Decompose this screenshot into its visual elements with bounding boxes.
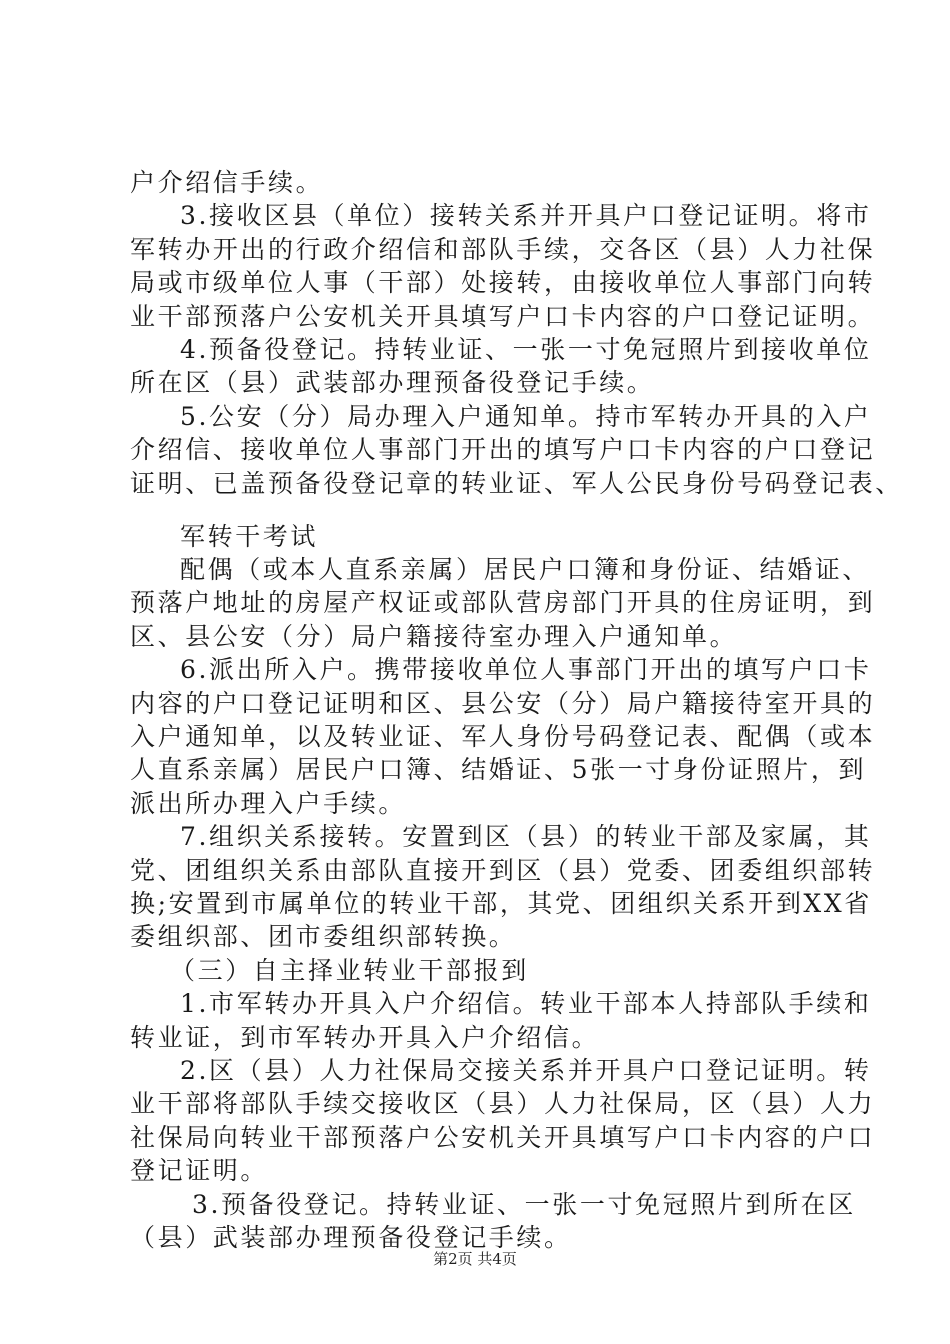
paragraph-line: 人直系亲属）居民户口簿、结婚证、5张一寸身份证照片，到 [130,755,867,784]
paragraph-line: 证明、已盖预备役登记章的转业证、军人公民身份号码登记表、 [130,469,903,498]
paragraph-line: 换;安置到市属单位的转业干部，其党、团组织关系开到XX省 [130,889,872,918]
paragraph-line: 内容的户口登记证明和区、县公安（分）局户籍接待室开具的 [130,689,876,718]
paragraph-line: 党、团组织关系由部队直接开到区（县）党委、团委组织部转 [130,856,876,885]
paragraph-line: 1.市军转办开具入户介绍信。转业干部本人持部队手续和 [180,989,872,1018]
paragraph-line: 军转干考试 [180,522,319,551]
paragraph-line: 委组织部、团市委组织部转换。 [130,922,517,951]
paragraph-line: 预落户地址的房屋产权证或部队营房部门开具的住房证明，到 [130,588,876,617]
paragraph-line: 登记证明。 [130,1156,269,1185]
paragraph-line: 4.预备役登记。持转业证、一张一寸免冠照片到接收单位 [180,335,872,364]
paragraph-line: 社保局向转业干部预落户公安机关开具填写户口卡内容的户口 [130,1123,876,1152]
paragraph-line: 7.组织关系接转。安置到区（县）的转业干部及家属，其 [180,822,872,851]
paragraph-line: 局或市级单位人事（干部）处接转，由接收单位人事部门向转 [130,268,876,297]
paragraph-line: 介绍信、接收单位人事部门开出的填写户口卡内容的户口登记 [130,435,876,464]
paragraph-line: 2.区（县）人力社保局交接关系并开具户口登记证明。转 [180,1056,872,1085]
paragraph-line: 户介绍信手续。 [130,168,324,197]
paragraph-line: 转业证，到市军转办开具入户介绍信。 [130,1023,600,1052]
paragraph-line: 入户通知单，以及转业证、军人身份号码登记表、配偶（或本 [130,722,876,751]
section-heading: （三）自主择业转业干部报到 [170,956,529,985]
paragraph-line: 所在区（县）武装部办理预备役登记手续。 [130,368,655,397]
paragraph-line: 业干部预落户公安机关开具填写户口卡内容的户口登记证明。 [130,302,876,331]
paragraph-line: 派出所办理入户手续。 [130,789,407,818]
paragraph-line: 业干部将部队手续交接收区（县）人力社保局，区（县）人力 [130,1089,876,1118]
paragraph-line: 区、县公安（分）局户籍接待室办理入户通知单。 [130,622,738,651]
paragraph-line: 3.预备役登记。持转业证、一张一寸免冠照片到所在区 [192,1190,856,1219]
paragraph-line: 5.公安（分）局办理入户通知单。持市军转办开具的入户 [180,402,872,431]
paragraph-line: 配偶（或本人直系亲属）居民户口簿和身份证、结婚证、 [180,555,871,584]
paragraph-line: 6.派出所入户。携带接收单位人事部门开出的填写户口卡 [180,655,872,684]
paragraph-line: 军转办开出的行政介绍信和部队手续，交各区（县）人力社保 [130,235,876,264]
paragraph-line: （县）武装部办理预备役登记手续。 [130,1223,572,1252]
paragraph-line: 3.接收区县（单位）接转关系并开具户口登记证明。将市 [180,201,872,230]
page-footer: 第2页 共4页 [433,1250,517,1268]
